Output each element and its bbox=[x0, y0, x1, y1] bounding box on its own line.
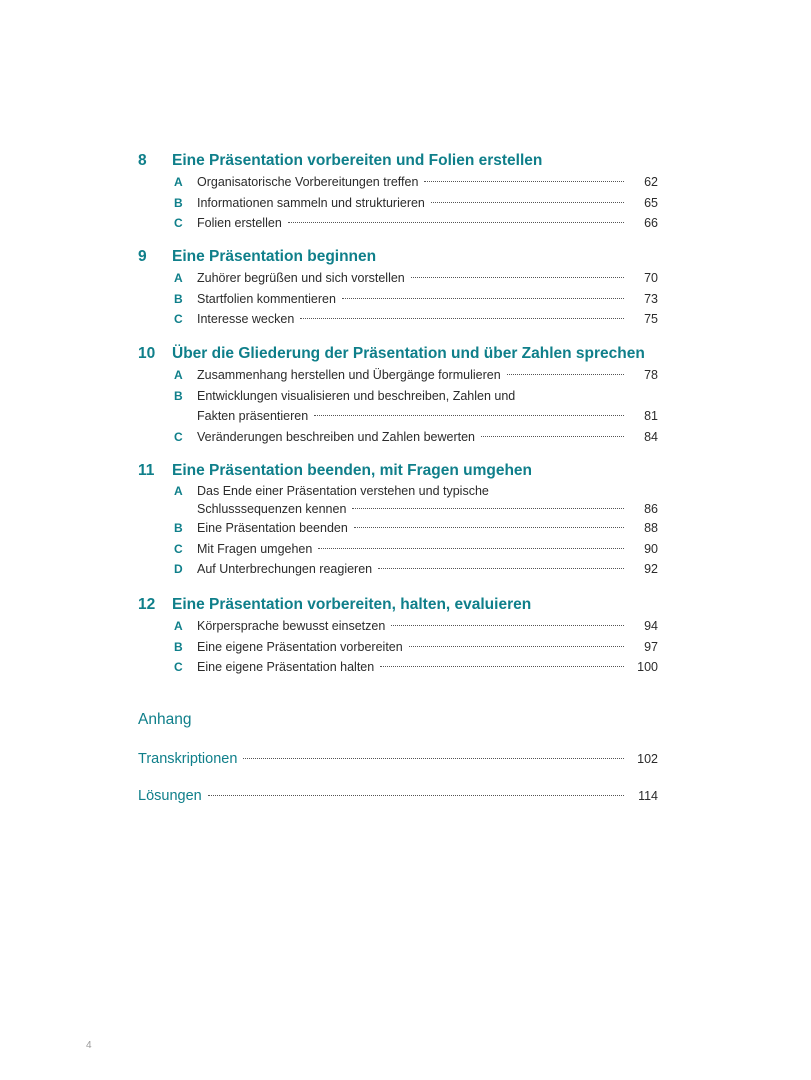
entry-title-continued: Schlusssequenzen kennen bbox=[197, 502, 347, 516]
chapter-title: Eine Präsentation beginnen bbox=[172, 248, 377, 265]
chapter-10 bbox=[138, 343, 658, 447]
entry-title: Eine Präsentation beenden bbox=[197, 521, 348, 535]
entry-page: 66 bbox=[644, 216, 658, 230]
entry-page: 70 bbox=[644, 271, 658, 285]
dot-leader bbox=[354, 527, 624, 528]
entry-title: Interesse wecken bbox=[197, 312, 295, 326]
entry-title: Körpersprache bewusst einsetzen bbox=[197, 619, 386, 633]
dot-leader bbox=[431, 202, 624, 203]
entry-page: 84 bbox=[644, 429, 658, 444]
entry-title: Das Ende einer Präsentation verstehen und typische bbox=[197, 484, 489, 498]
toc-entry[interactable] bbox=[174, 539, 658, 560]
appendix-heading: Anhang bbox=[138, 711, 192, 728]
chapter-heading bbox=[138, 594, 658, 616]
entry-page: 100 bbox=[637, 660, 658, 674]
dot-leader bbox=[318, 548, 624, 549]
entry-letter: C bbox=[174, 429, 183, 444]
page-number: 4 bbox=[86, 1040, 92, 1051]
dot-leader bbox=[481, 436, 624, 437]
entry-letter: D bbox=[174, 562, 183, 576]
entry-title: Zusammenhang herstellen und Übergänge formulieren bbox=[197, 368, 501, 382]
entry-title: Startfolien kommentieren bbox=[197, 291, 336, 306]
chapter-8 bbox=[138, 150, 658, 234]
toc-entry[interactable] bbox=[174, 657, 658, 678]
entry-letter: C bbox=[174, 312, 183, 326]
chapter-title: Eine Präsentation beenden, mit Fragen umgehen bbox=[172, 462, 533, 479]
entry-letter: C bbox=[174, 541, 183, 556]
chapter-number: 9 bbox=[138, 248, 147, 265]
entry-page: 90 bbox=[644, 541, 658, 556]
entry-letter: B bbox=[174, 521, 183, 535]
chapter-heading bbox=[138, 150, 658, 172]
entry-letter: A bbox=[174, 271, 183, 285]
toc-entry[interactable] bbox=[174, 213, 658, 234]
entry-page: 94 bbox=[644, 619, 658, 633]
dot-leader bbox=[409, 646, 624, 647]
entry-letter: A bbox=[174, 484, 183, 498]
dot-leader bbox=[352, 508, 624, 509]
entry-title: Zuhörer begrüßen und sich vorstellen bbox=[197, 271, 405, 285]
entry-letter: A bbox=[174, 175, 183, 189]
entry-page: 75 bbox=[644, 312, 658, 326]
dot-leader bbox=[300, 318, 624, 319]
toc-entry[interactable] bbox=[174, 559, 658, 580]
entry-page: 81 bbox=[644, 409, 658, 423]
chapter-number: 10 bbox=[138, 345, 156, 362]
entry-letter: C bbox=[174, 216, 183, 230]
toc-entry[interactable] bbox=[174, 482, 658, 518]
entry-title: Mit Fragen umgehen bbox=[197, 541, 313, 556]
entry-letter: B bbox=[174, 291, 183, 306]
dot-leader bbox=[507, 374, 624, 375]
appendix-item-loesungen[interactable] bbox=[138, 785, 658, 807]
toc-entry[interactable] bbox=[174, 427, 658, 448]
entry-title: Veränderungen beschreiben und Zahlen bewerten bbox=[197, 429, 475, 444]
chapter-heading bbox=[138, 246, 658, 268]
toc-entry[interactable] bbox=[174, 386, 658, 427]
appendix-item-page: 102 bbox=[637, 752, 658, 766]
toc-entry[interactable] bbox=[174, 289, 658, 310]
dot-leader bbox=[342, 298, 624, 299]
entry-letter: A bbox=[174, 368, 183, 382]
entry-page: 88 bbox=[644, 521, 658, 535]
toc-entry[interactable] bbox=[174, 365, 658, 386]
entry-title: Eine eigene Präsentation halten bbox=[197, 660, 375, 674]
dot-leader bbox=[424, 181, 624, 182]
dot-leader bbox=[380, 666, 624, 667]
appendix-item-label: Lösungen bbox=[138, 788, 202, 804]
entry-page: 78 bbox=[644, 368, 658, 382]
entry-page: 86 bbox=[644, 502, 658, 516]
chapter-heading bbox=[138, 343, 658, 365]
chapter-11 bbox=[138, 460, 658, 580]
entry-title: Organisatorische Vorbereitungen treffen bbox=[197, 175, 419, 189]
entry-letter: B bbox=[174, 388, 183, 403]
entry-title: Folien erstellen bbox=[197, 216, 282, 230]
chapter-title: Eine Präsentation vorbereiten und Folien erstellen bbox=[172, 152, 543, 169]
chapter-number: 11 bbox=[138, 462, 155, 479]
toc-entry[interactable] bbox=[174, 518, 658, 539]
chapter-number: 8 bbox=[138, 152, 147, 169]
chapter-heading bbox=[138, 460, 658, 482]
entry-letter: A bbox=[174, 619, 183, 633]
appendix-item-label: Transkriptionen bbox=[138, 751, 238, 767]
chapter-9 bbox=[138, 246, 658, 330]
entry-title: Eine eigene Präsentation vorbereiten bbox=[197, 639, 403, 654]
entry-page: 97 bbox=[644, 639, 658, 654]
entry-letter: B bbox=[174, 639, 183, 654]
chapter-title: Eine Präsentation vorbereiten, halten, evaluieren bbox=[172, 596, 532, 613]
toc-entry[interactable] bbox=[174, 637, 658, 658]
appendix-item-page: 114 bbox=[638, 789, 658, 803]
chapter-12 bbox=[138, 594, 658, 678]
dot-leader bbox=[378, 568, 624, 569]
toc-entry[interactable] bbox=[174, 193, 658, 214]
entry-page: 73 bbox=[644, 291, 658, 306]
toc-entry[interactable] bbox=[174, 268, 658, 289]
entry-title: Entwicklungen visualisieren und beschreiben, Zahlen und bbox=[197, 388, 516, 403]
toc-entry[interactable] bbox=[174, 172, 658, 193]
appendix-item-transkriptionen[interactable] bbox=[138, 748, 658, 770]
entry-page: 65 bbox=[644, 195, 658, 210]
chapter-title: Über die Gliederung der Präsentation und über Zahlen sprechen bbox=[172, 345, 645, 362]
entry-page: 92 bbox=[644, 562, 658, 576]
entry-letter: C bbox=[174, 660, 183, 674]
toc-entry[interactable] bbox=[174, 309, 658, 330]
dot-leader bbox=[314, 415, 624, 416]
entry-page: 62 bbox=[644, 175, 658, 189]
dot-leader bbox=[411, 277, 624, 278]
toc-entry[interactable] bbox=[174, 616, 658, 637]
entry-letter: B bbox=[174, 195, 183, 210]
chapter-number: 12 bbox=[138, 596, 156, 613]
dot-leader bbox=[288, 222, 624, 223]
dot-leader bbox=[243, 758, 624, 759]
dot-leader bbox=[391, 625, 624, 626]
entry-title: Auf Unterbrechungen reagieren bbox=[197, 562, 373, 576]
entry-title-continued: Fakten präsentieren bbox=[197, 409, 309, 423]
dot-leader bbox=[208, 795, 624, 796]
entry-title: Informationen sammeln und strukturieren bbox=[197, 195, 425, 210]
